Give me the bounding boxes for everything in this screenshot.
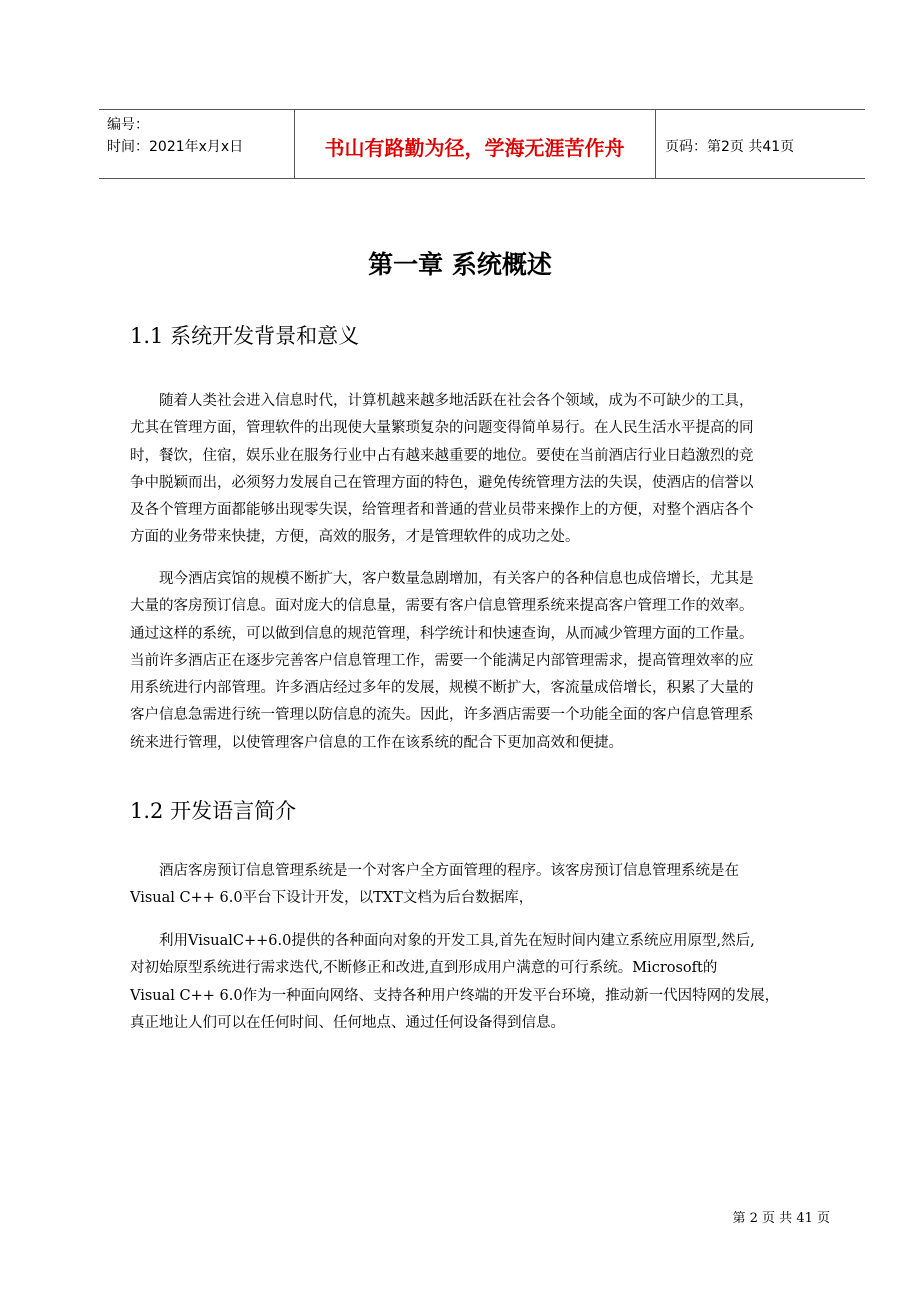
paragraph-background-2	[130, 566, 830, 757]
text-line: 尤其在管理方面，管理软件的出现使大量繁琐复杂的问题变得简单易行。在人民生活水平提高的同	[130, 420, 754, 437]
text-line: Visual C++ 6.0作为一种面向网络、支持各种用户终端的开发平台环境，推动新一代因特网的发展，	[130, 987, 780, 1004]
text-line: 酒店客房预订信息管理系统是一个对客户全方面管理的程序。该客房预订信息管理系统是在	[159, 863, 739, 879]
text-line: 随着人类社会进入信息时代，计算机越来越多地活跃在社会各个领域，成为不可缺少的工具，	[159, 393, 754, 409]
text-line: 及各个管理方面都能够出现零失误，给管理者和普通的营业员带来操作上的方便，对整个酒店各个	[130, 502, 754, 519]
chapter-title: 第一章 系统概述	[368, 250, 552, 279]
text-line: 现今酒店宾馆的规模不断扩大，客户数量急剧增加，有关客户的各种信息也成倍增长，尤其是	[159, 571, 754, 587]
header-left-cell	[99, 110, 295, 178]
text-line: 客户信息急需进行统一管理以防信息的流失。因此，许多酒店需要一个功能全面的客户信息管理系	[130, 707, 754, 724]
text-line: 当前许多酒店正在逐步完善客户信息管理工作，需要一个能满足内部管理需求，提高管理效率的应	[130, 652, 754, 669]
text-line: 方面的业务带来快捷，方便，高效的服务，才是管理软件的成功之处。	[130, 529, 580, 546]
header-right-cell	[655, 110, 865, 178]
header-motto: 书山有路勤为径，学海无涯苦作舟	[324, 136, 625, 160]
text-line: 真正地让人们可以在任何时间、任何地点、通过任何设备得到信息。	[130, 1014, 565, 1031]
paragraph-language-2	[130, 928, 830, 1037]
header-motto-cell	[294, 110, 656, 178]
text-line: 大量的客房预订信息。面对庞大的信息量，需要有客户信息管理系统来提高客户管理工作的效率。	[130, 598, 754, 615]
page-footer: 第 2 页 共 41 页	[732, 1211, 830, 1226]
document-time-label: 时间：2021年x月x日	[107, 139, 244, 155]
header-page-label: 页码：第2页 共41页	[665, 139, 795, 155]
text-line: 利用VisualC++6.0提供的各种面向对象的开发工具,首先在短时间内建立系统应用原型,然后,	[159, 933, 755, 949]
paragraph-background-1	[130, 388, 830, 552]
section-title-1-1: 1.1 系统开发背景和意义	[130, 324, 360, 348]
text-line: 时，餐饮，住宿，娱乐业在服务行业中占有越来越重要的地位。要使在当前酒店行业日趋激烈的竞	[130, 447, 754, 464]
text-line: 统来进行管理，以使管理客户信息的工作在该系统的配合下更加高效和便捷。	[130, 734, 623, 751]
text-line: Visual C++ 6.0平台下设计开发，以TXT文档为后台数据库，	[130, 890, 534, 907]
text-line: 争中脱颖而出，必须努力发展自己在管理方面的特色，避免传统管理方法的失误，使酒店的信誉以	[130, 474, 754, 491]
document-number-label: 编号：	[107, 117, 149, 133]
text-line: 对初始原型系统进行需求迭代,不断修正和改进,直到形成用户满意的可行系统。Microsoft的	[130, 960, 718, 977]
text-line: 用系统进行内部管理。许多酒店经过多年的发展，规模不断扩大，客流量成倍增长，积累了大量的	[130, 680, 754, 697]
page-header	[99, 109, 865, 179]
paragraph-language-1	[130, 858, 830, 913]
text-line: 通过这样的系统，可以做到信息的规范管理，科学统计和快速查询，从而减少管理方面的工作量。	[130, 625, 754, 642]
section-title-1-2: 1.2 开发语言简介	[130, 799, 297, 823]
